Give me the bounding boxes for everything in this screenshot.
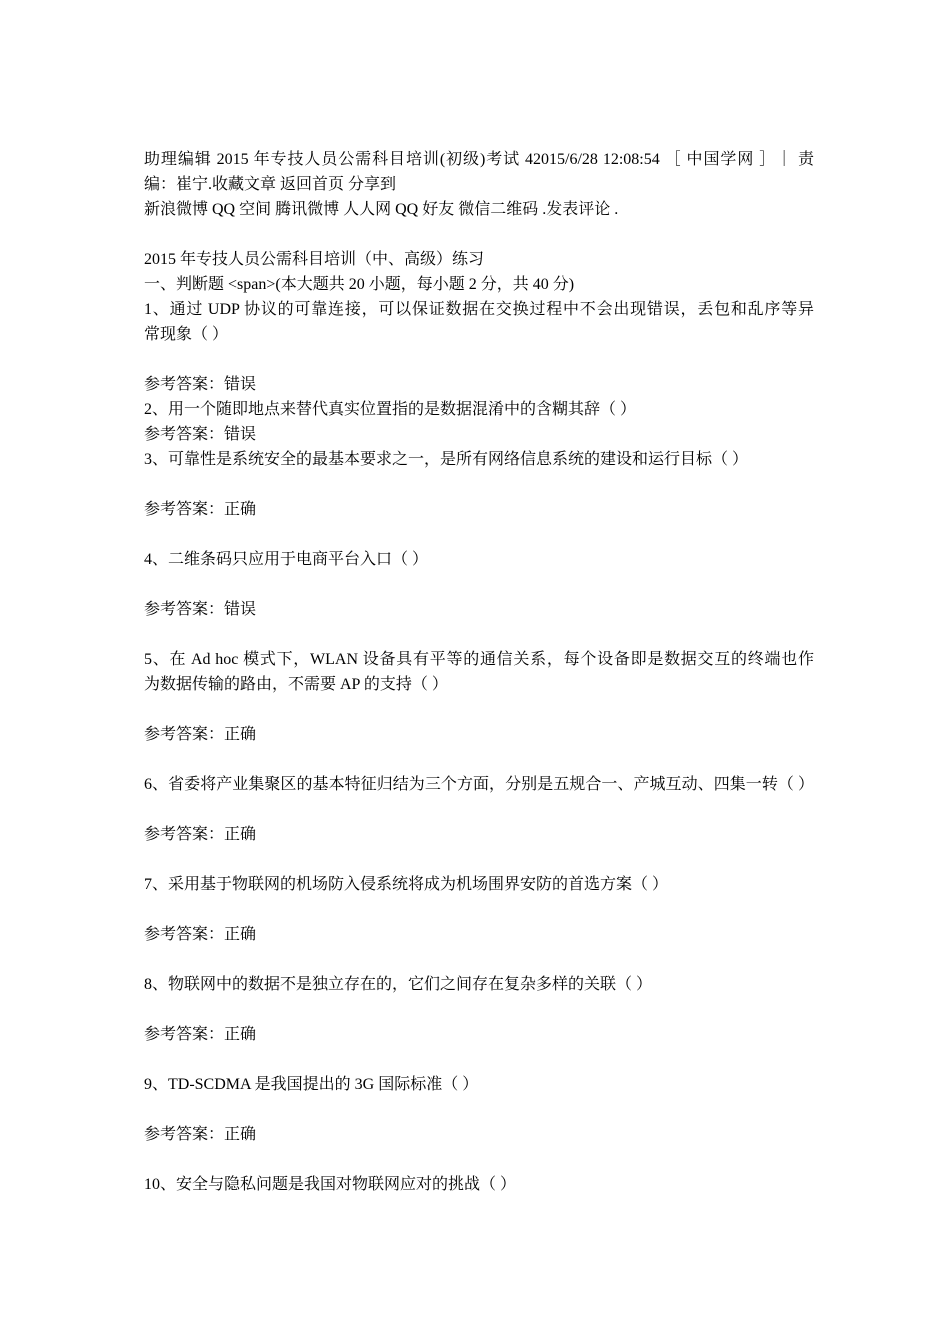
answer-4 (144, 600, 814, 620)
answer-label: 参考答案： (144, 601, 225, 618)
question-5-line-2: 为数据传输的路由，不需要 AP 的支持（ ） (144, 676, 448, 693)
answer-label: 参考答案： (144, 501, 225, 518)
header-line-2: 编：崔宁.收藏文章 返回首页 分享到 (144, 176, 397, 193)
answer-6 (144, 825, 814, 845)
question-7: 7、采用基于物联网的机场防入侵系统将成为机场围界安防的首选方案（ ） (144, 876, 669, 893)
answer-value: 正确 (224, 726, 257, 743)
answer-label: 参考答案： (144, 426, 225, 443)
answer-label: 参考答案： (144, 826, 225, 843)
question-9: 9、TD-SCDMA 是我国提出的 3G 国际标准（ ） (144, 1076, 479, 1093)
header-line-1: 助理编辑 2015 年专技人员公需科目培训(初级)考试 42015/6/28 12:08:54 ［ 中国学网 ］｜ 责 (144, 151, 814, 168)
question-1-line-1: 1、通过 UDP 协议的可靠连接，可以保证数据在交换过程中不会出现错误，丢包和乱序等异 (144, 301, 814, 318)
answer-2 (144, 425, 814, 445)
question-3: 3、可靠性是系统安全的最基本要求之一，是所有网络信息系统的建设和运行目标（ ） (144, 451, 749, 468)
answer-label: 参考答案： (144, 1026, 225, 1043)
section-heading: 一、判断题 <span>(本大题共 20 小题，每小题 2 分，共 40 分) (144, 276, 575, 293)
header-line-3: 新浪微博 QQ 空间 腾讯微博 人人网 QQ 好友 微信二维码 .发表评论 . (144, 201, 619, 218)
question-5-line-1: 5、在 Ad hoc 模式下，WLAN 设备具有平等的通信关系，每个设备即是数据交互的终端也作 (144, 651, 814, 668)
doc-title: 2015 年专技人员公需科目培训（中、高级）练习 (144, 251, 485, 268)
answer-value: 正确 (224, 1126, 257, 1143)
answer-value: 正确 (224, 1026, 257, 1043)
answer-3 (144, 500, 814, 520)
answer-1 (144, 375, 814, 395)
answer-label: 参考答案： (144, 726, 225, 743)
answer-7 (144, 925, 814, 945)
answer-value: 正确 (224, 826, 257, 843)
answer-label: 参考答案： (144, 376, 225, 393)
answer-value: 错误 (224, 376, 257, 393)
answer-value: 正确 (224, 501, 257, 518)
answer-label: 参考答案： (144, 926, 225, 943)
question-4: 4、二维条码只应用于电商平台入口（ ） (144, 551, 429, 568)
question-2: 2、用一个随即地点来替代真实位置指的是数据混淆中的含糊其辞（ ） (144, 401, 637, 418)
question-6: 6、省委将产业集聚区的基本特征归结为三个方面，分别是五规合一、产城互动、四集一转（ ） (144, 776, 814, 793)
answer-value: 正确 (224, 926, 257, 943)
answer-value: 错误 (224, 426, 257, 443)
question-1-line-2: 常现象（ ） (144, 326, 229, 343)
answer-9 (144, 1125, 814, 1145)
answer-5 (144, 725, 814, 745)
question-8: 8、物联网中的数据不是独立存在的，它们之间存在复杂多样的关联（ ） (144, 976, 653, 993)
answer-8 (144, 1025, 814, 1045)
question-10: 10、安全与隐私问题是我国对物联网应对的挑战（ ） (144, 1176, 517, 1193)
answer-value: 错误 (224, 601, 257, 618)
answer-label: 参考答案： (144, 1126, 225, 1143)
